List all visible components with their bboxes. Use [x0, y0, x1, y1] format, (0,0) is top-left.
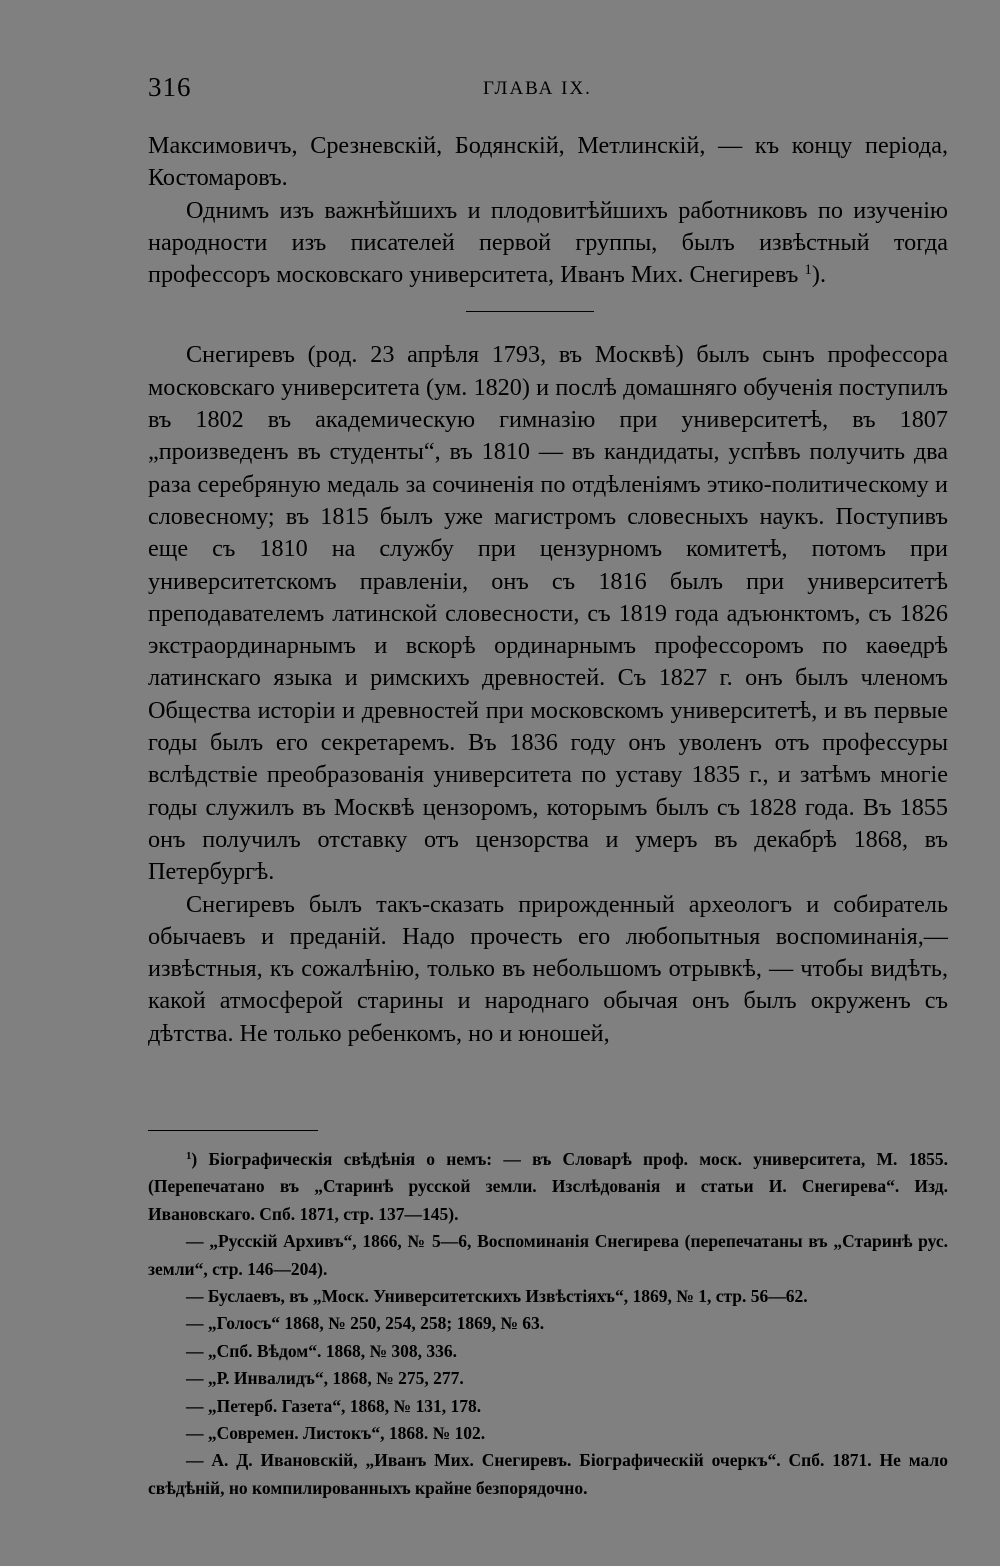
footnote-ref-1: 1	[804, 261, 812, 278]
footnote-1-text: ) Біографическія свѣдѣнія о немъ: — въ Словарѣ проф. моск. университета, М. 1855. (Перепечатано въ „Старинѣ русской земли. Изслѣдованія и статьи И. Снегирева“. Изд. Ивановскаго. Спб. 1871, стр. 137—145).	[148, 1149, 948, 1224]
footnote-entry: — „Р. Инвалидъ“, 1868, № 275, 277.	[186, 1368, 464, 1389]
book-page	[148, 0, 948, 1566]
footnote-entry: — „Современ. Листокъ“, 1868. № 102.	[186, 1423, 486, 1444]
footnote-entry: — „Голосъ“ 1868, № 250, 254, 258; 1869, № 63.	[186, 1313, 545, 1334]
paragraph-2	[148, 195, 948, 292]
section-separator-rule	[466, 311, 594, 312]
footnote-rule	[148, 1130, 318, 1131]
paragraph-4: Снегиревъ былъ такъ-сказать прирожденный археологъ и собиратель обычаевъ и преданій. Надо прочесть его любопытныя воспоминанія,—извѣстныя, къ сожалѣнію, только въ небольшомъ отрывкѣ, — чтобы видѣть, какой атмосферой старины и народнаго обычая онъ былъ окруженъ съ дѣтства. Не только ребенкомъ, но и юношей,	[148, 890, 948, 1047]
page-header	[148, 72, 948, 108]
footnote-entry: — „Петерб. Газета“, 1868, № 131, 178.	[186, 1395, 482, 1416]
footnote-entry: — А. Д. Ивановскій, „Иванъ Мих. Снегиревъ. Біографическій очеркъ“. Спб. 1871. Не мало свѣдѣній, но компилированныхъ крайне безпорядочно.	[148, 1450, 948, 1498]
main-text	[148, 130, 948, 1050]
paragraph-3: Снегиревъ (род. 23 апрѣля 1793, въ Москвѣ) былъ сынъ профессора московскаго университета (ум. 1820) и послѣ домашняго обученія поступилъ въ 1802 въ академическую гимназію при университетѣ, въ 1807 „произведенъ въ студенты“, въ 1810 — въ кандидаты, успѣвъ получить два раза серебряную медаль за сочиненія по отдѣленіямъ этико-политическому и словесному; въ 1815 былъ уже магистромъ словесныхъ наукъ. Поступивъ еще съ 1810 на службу при цензурномъ комитетѣ, потомъ при университетскомъ правленіи, онъ съ 1816 былъ при университетѣ преподавателемъ латинской словесности, съ 1819 года адъюнктомъ, съ 1826 экстраординарнымъ и вскорѣ ординарнымъ профессоромъ по каѳедрѣ латинскаго языка и римскихъ древностей. Съ 1827 г. онъ былъ членомъ Общества исторіи и древностей при московскомъ университетѣ, и въ первые годы былъ его секретаремъ. Въ 1836 году онъ уволенъ отъ профессуры вслѣдствіе преобразованія университета по уставу 1835 г., и затѣмъ многіе годы служилъ въ Москвѣ цензоромъ, которымъ былъ съ 1828 года. Въ 1855 онъ получилъ отставку отъ цензорства и умеръ въ декабрѣ 1868, въ Петербургѣ.	[148, 341, 948, 886]
paragraph-1: Максимовичъ, Срезневскій, Бодянскій, Метлинскій, — къ концу періода, Костомаровъ.	[148, 132, 948, 192]
page-number: 316	[148, 72, 192, 102]
paragraph-2-tail: ).	[811, 261, 827, 289]
chapter-title: ГЛАВА IX.	[483, 78, 592, 99]
footnote-1	[148, 1146, 948, 1228]
footnotes	[148, 1146, 948, 1502]
paragraph-2-text: Однимъ изъ важнѣйшихъ и плодовитѣйшихъ работниковъ по изученію народности изъ писателей первой группы, былъ извѣстный тогда профессоръ московскаго университета, Иванъ Мих. Снегиревъ	[148, 196, 948, 289]
footnote-entry: — „Русскій Архивъ“, 1866, № 5—6, Воспоминанія Снегирева (перепечатаны въ „Старинѣ рус. земли“, стр. 146—204).	[148, 1231, 948, 1279]
footnote-mark: 1	[186, 1150, 192, 1163]
footnote-entry: — Буслаевъ, въ „Моск. Университетскихъ Извѣстіяхъ“, 1869, № 1, стр. 56—62.	[186, 1286, 808, 1307]
footnote-entry: — „Спб. Вѣдом“. 1868, № 308, 336.	[186, 1340, 458, 1361]
